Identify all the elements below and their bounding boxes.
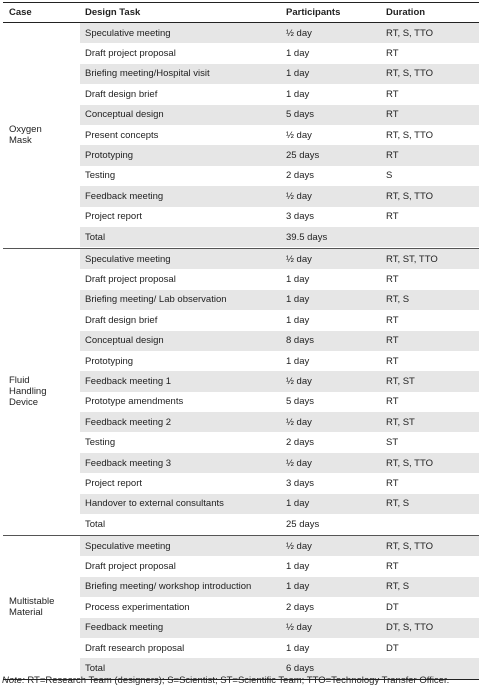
design-task-cell: Briefing meeting/ workshop introduction	[85, 581, 252, 593]
participants-cell: 39.5 days	[286, 231, 328, 243]
participants-cell: 1 day	[286, 581, 310, 593]
note-label: Note:	[2, 675, 25, 686]
duration-cell: RT	[386, 561, 399, 573]
design-task-cell: Feedback meeting	[85, 190, 164, 202]
participants-cell: 3 days	[286, 477, 314, 489]
header-case: Case	[9, 7, 32, 18]
duration-cell: RT	[386, 109, 399, 121]
design-task-cell: Feedback meeting 1	[85, 375, 172, 387]
participants-cell: 2 days	[286, 170, 314, 182]
design-task-cell: Handover to external consultants	[85, 498, 224, 510]
design-task-cell: Speculative meeting	[85, 540, 171, 552]
table-note	[2, 675, 449, 687]
duration-cell: RT	[386, 396, 399, 408]
design-task-cell: Total	[85, 231, 106, 243]
duration-cell: RT	[386, 211, 399, 223]
participants-cell: 1 day	[286, 88, 310, 100]
participants-cell: ½ day	[286, 253, 312, 265]
design-task-cell: Prototype amendments	[85, 396, 184, 408]
case-label-fluid-handling-device	[9, 249, 79, 535]
duration-cell: RT	[386, 150, 399, 162]
design-task-cell: Feedback meeting 2	[85, 416, 172, 428]
participants-cell: ½ day	[286, 540, 312, 552]
duration-cell: RT, ST	[386, 375, 415, 387]
design-task-cell: Project report	[85, 211, 143, 223]
participants-cell: ½ day	[286, 622, 312, 634]
header-participants: Participants	[286, 7, 341, 18]
design-task-cell: Draft project proposal	[85, 48, 176, 60]
duration-cell: RT, S, TTO	[386, 190, 433, 202]
duration-cell: RT, S, TTO	[386, 27, 433, 39]
participants-cell: ½ day	[286, 129, 312, 141]
design-task-cell: Conceptual design	[85, 109, 164, 121]
duration-cell: DT, S, TTO	[386, 622, 434, 634]
design-task-cell: Total	[85, 518, 106, 530]
design-task-cell: Draft research proposal	[85, 642, 185, 654]
duration-cell: DT	[386, 601, 399, 613]
participants-cell: 1 day	[286, 48, 310, 60]
duration-cell: RT, S	[386, 498, 410, 510]
duration-cell: RT, S	[386, 294, 410, 306]
duration-cell: RT, S, TTO	[386, 457, 433, 469]
duration-cell: RT, S	[386, 581, 410, 593]
participants-cell: 1 day	[286, 314, 310, 326]
duration-cell: RT	[386, 335, 399, 347]
duration-cell	[386, 227, 478, 247]
participants-cell: 8 days	[286, 335, 314, 347]
design-task-cell: Draft design brief	[85, 314, 158, 326]
participants-cell: 25 days	[286, 518, 320, 530]
design-task-cell: Briefing meeting/Hospital visit	[85, 68, 210, 80]
duration-cell: RT, S, TTO	[386, 68, 433, 80]
duration-cell: RT	[386, 88, 399, 100]
duration-cell: S	[386, 170, 393, 182]
participants-cell: 1 day	[286, 273, 310, 285]
participants-cell: 1 day	[286, 642, 310, 654]
duration-cell: RT, ST, TTO	[386, 253, 438, 265]
participants-cell: 5 days	[286, 396, 314, 408]
case-label-oxygen-mask	[9, 23, 79, 247]
header-design-task: Design Task	[85, 7, 141, 18]
participants-cell: ½ day	[286, 457, 312, 469]
duration-cell	[386, 514, 478, 534]
design-task-cell: Present concepts	[85, 129, 159, 141]
duration-cell: RT	[386, 355, 399, 367]
design-task-cell: Draft project proposal	[85, 561, 176, 573]
duration-cell: ST	[386, 437, 399, 449]
duration-cell: DT	[386, 642, 399, 654]
participants-cell: 1 day	[286, 355, 310, 367]
participants-cell: ½ day	[286, 375, 312, 387]
design-task-cell: Total	[85, 663, 106, 675]
design-task-cell: Draft design brief	[85, 88, 158, 100]
design-task-cell: Testing	[85, 170, 116, 182]
table-header-row	[3, 3, 479, 22]
case-name: Oxygen Mask	[9, 124, 42, 147]
participants-cell: 5 days	[286, 109, 314, 121]
participants-cell: 6 days	[286, 663, 314, 675]
participants-cell: 1 day	[286, 294, 310, 306]
design-task-cell: Prototyping	[85, 150, 134, 162]
design-task-cell: Testing	[85, 437, 116, 449]
duration-cell: RT	[386, 314, 399, 326]
design-task-cell: Speculative meeting	[85, 253, 171, 265]
participants-cell: 3 days	[286, 211, 314, 223]
design-task-cell: Project report	[85, 477, 143, 489]
design-task-cell: Feedback meeting 3	[85, 457, 172, 469]
note-text: RT=Research Team (designers); S=Scientist; ST=Scientific Team; TTO=Technology Transfer Officer.	[24, 675, 450, 686]
participants-cell: 2 days	[286, 601, 314, 613]
case-name: Multistable Material	[9, 596, 55, 619]
participants-cell: 1 day	[286, 561, 310, 573]
header-duration: Duration	[386, 7, 426, 18]
participants-cell: 1 day	[286, 498, 310, 510]
design-task-cell: Conceptual design	[85, 335, 164, 347]
design-task-cell: Prototyping	[85, 355, 134, 367]
duration-cell: RT	[386, 48, 399, 60]
case-name: Fluid Handling Device	[9, 375, 47, 409]
case-label-multistable-material	[9, 536, 79, 679]
participants-cell: 2 days	[286, 437, 314, 449]
duration-cell: RT, S, TTO	[386, 540, 433, 552]
design-task-cell: Feedback meeting	[85, 622, 164, 634]
design-task-cell: Process experimentation	[85, 601, 190, 613]
participants-cell: ½ day	[286, 416, 312, 428]
design-task-cell: Speculative meeting	[85, 27, 171, 39]
participants-cell: ½ day	[286, 190, 312, 202]
participants-cell: ½ day	[286, 27, 312, 39]
duration-cell: RT, S, TTO	[386, 129, 433, 141]
design-task-cell: Briefing meeting/ Lab observation	[85, 294, 227, 306]
duration-cell: RT, ST	[386, 416, 415, 428]
duration-cell: RT	[386, 477, 399, 489]
participants-cell: 25 days	[286, 150, 320, 162]
design-task-cell: Draft project proposal	[85, 273, 176, 285]
duration-cell: RT	[386, 273, 399, 285]
participants-cell: 1 day	[286, 68, 310, 80]
